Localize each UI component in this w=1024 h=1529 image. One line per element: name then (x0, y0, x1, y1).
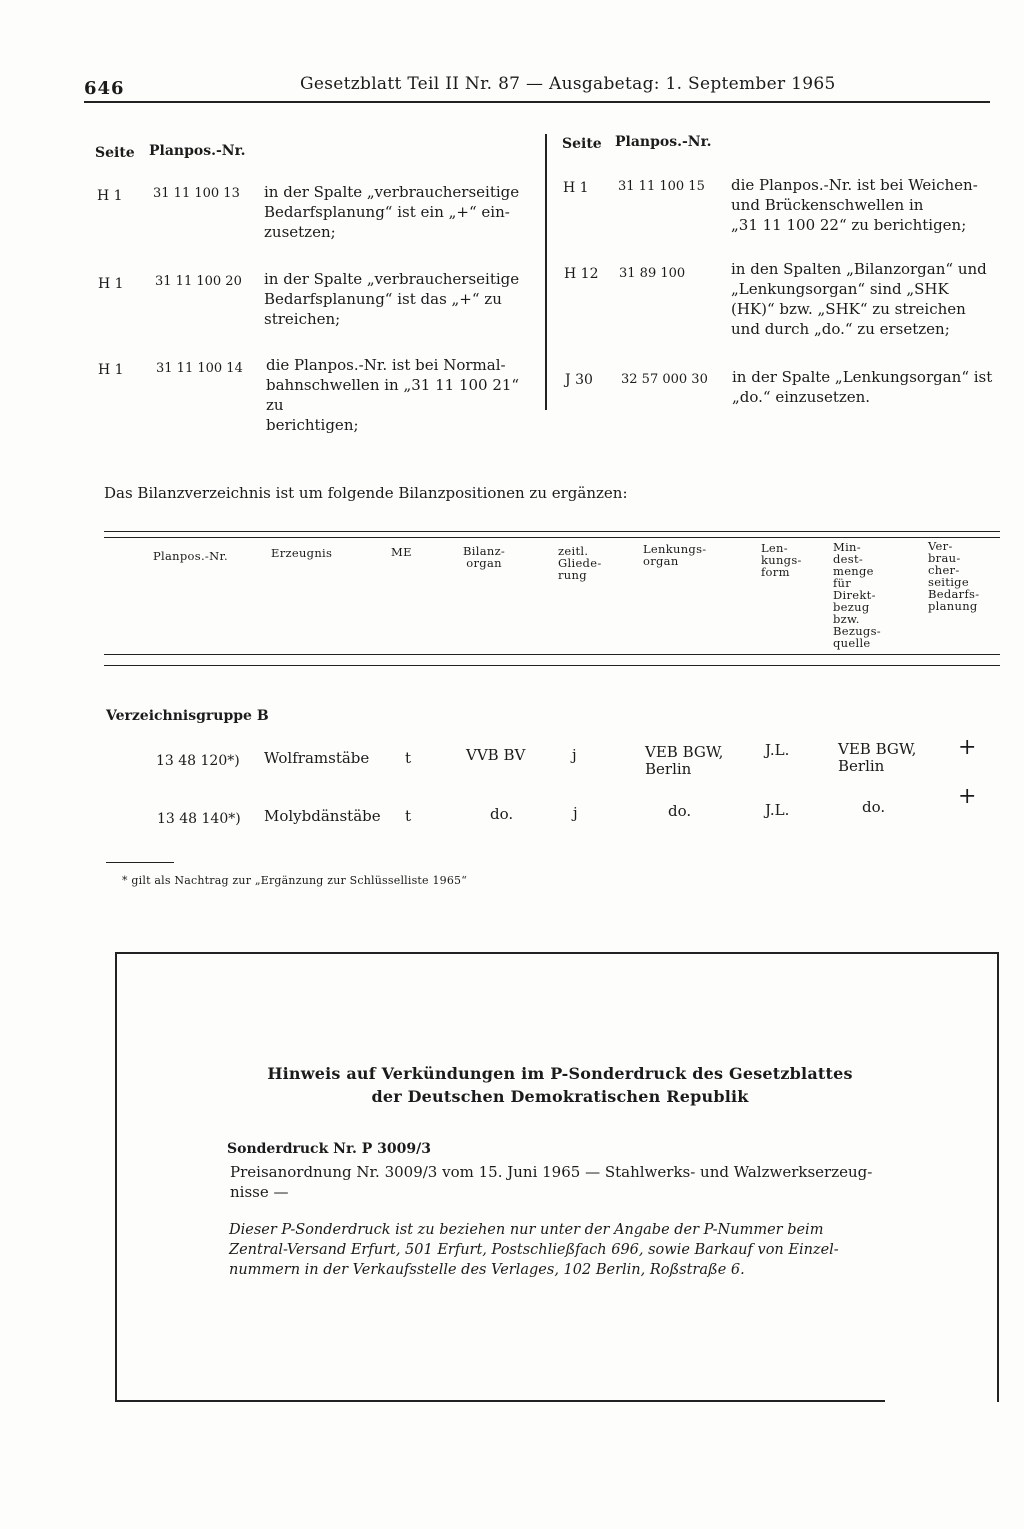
text-line: Zentral-Versand Erfurt, 501 Erfurt, Postschließfach 696, sowie Barkauf von Einzel- (229, 1242, 839, 1258)
table-header-mindestmenge (833, 541, 881, 649)
correction-text (266, 355, 531, 435)
column-divider (545, 134, 547, 410)
text-line: zusetzen; (264, 223, 336, 241)
header-line: Planpos.-Nr. (153, 549, 228, 563)
header-line: Erzeugnis (271, 546, 333, 560)
table-header-gliederung (558, 545, 602, 581)
footnote: * gilt als Nachtrag zur „Ergänzung zur Schlüsselliste 1965“ (122, 874, 468, 887)
correction-seite: H 1 (98, 276, 124, 292)
page-header-title: Gesetzblatt Teil II Nr. 87 — Ausgabetag: 1. September 1965 (300, 74, 836, 94)
cell-line: VEB BGW, (838, 740, 917, 758)
row-lenkungsform: J.L. (765, 801, 790, 819)
correction-text (731, 259, 996, 339)
header-line: Lenkungs- (643, 542, 707, 556)
correction-seite: J 30 (565, 372, 593, 388)
header-line: dest- (833, 552, 864, 566)
cell-line: Berlin (838, 757, 885, 775)
col-head-planpos-right: Planpos.-Nr. (615, 134, 712, 150)
correction-text (264, 182, 529, 242)
correction-seite: H 1 (563, 180, 589, 196)
cell-line: VEB BGW, (645, 743, 724, 761)
text-line: bahnschwellen in „31 11 100 21“ zu (266, 376, 520, 414)
text-line: Preisanordnung Nr. 3009/3 vom 15. Juni 1965 — Stahlwerks- und Walzwerkserzeug- (230, 1163, 873, 1181)
table-header-lenkungsform (761, 542, 802, 578)
row-me: t (405, 749, 412, 767)
sonderdruck-title: Sonderdruck Nr. P 3009/3 (227, 1141, 431, 1157)
row-lenkungsorgan (668, 803, 691, 820)
header-rule (84, 101, 990, 103)
table-header-me (391, 546, 412, 558)
header-line: planung (928, 599, 978, 613)
col-head-seite-left: Seite (95, 145, 135, 161)
correction-planpos: 31 11 100 20 (155, 274, 242, 289)
header-line: quelle (833, 636, 871, 650)
correction-seite: H 12 (564, 266, 599, 282)
header-line: organ (466, 556, 502, 570)
cell-line: Berlin (645, 760, 692, 778)
page-number: 646 (84, 78, 125, 99)
header-line: cher- (928, 563, 960, 577)
text-line: Dieser P-Sonderdruck ist zu beziehen nur unter der Angabe der P-Nummer beim (229, 1222, 824, 1238)
bezug-note (229, 1220, 901, 1280)
table-header-planpos (153, 550, 228, 562)
correction-seite: H 1 (98, 362, 124, 378)
header-line: Min- (833, 540, 861, 554)
row-mindestmenge (862, 799, 885, 816)
preisanordnung-text (230, 1162, 900, 1202)
row-me: t (405, 807, 412, 825)
row-lenkungsorgan (645, 744, 723, 778)
correction-planpos: 31 89 100 (619, 266, 686, 281)
text-line: und Brückenschwellen in (731, 196, 924, 214)
header-line: kungs- (761, 553, 802, 567)
row-bilanzorgan: VVB BV (466, 746, 526, 764)
row-planpos: 13 48 120*) (156, 753, 240, 769)
notice-title: Hinweis auf Verkündungen im P-Sonderdruck des Gesetzblattes (267, 1064, 853, 1083)
row-bilanzorgan: do. (490, 805, 514, 823)
text-line: streichen; (264, 310, 341, 328)
text-line: in der Spalte „verbraucherseitige (264, 270, 520, 288)
header-line: zeitl. (558, 544, 589, 558)
table-header-lenkungsorgan (643, 543, 706, 567)
notice-box-bottom (115, 1400, 885, 1402)
text-line: und durch „do.“ zu ersetzen; (731, 320, 950, 338)
header-line: Bilanz- (463, 544, 506, 558)
header-line: für (833, 576, 852, 590)
row-bedarf-plus: + (958, 784, 977, 809)
header-line: organ (643, 554, 679, 568)
col-head-planpos-left: Planpos.-Nr. (149, 143, 246, 159)
header-line: seitige (928, 575, 969, 589)
header-line: form (761, 565, 790, 579)
text-line: „do.“ einzusetzen. (732, 388, 871, 406)
group-label: Verzeichnisgruppe B (106, 708, 269, 724)
table-top-rule (104, 531, 1000, 532)
text-line: nummern in der Verkaufsstelle des Verlages, 102 Berlin, Roßstraße 6. (229, 1262, 745, 1278)
table-header-rule (104, 665, 1000, 666)
correction-planpos: 31 11 100 14 (156, 361, 243, 376)
correction-text (732, 367, 997, 407)
row-erzeugnis: Wolframstäbe (264, 749, 370, 767)
header-line: Direkt- (833, 588, 876, 602)
text-line: die Planpos.-Nr. ist bei Weichen- (731, 176, 978, 194)
cell-line: do. (862, 798, 886, 816)
cell-line: do. (668, 802, 692, 820)
header-line: brau- (928, 551, 961, 565)
row-erzeugnis: Molybdänstäbe (264, 807, 381, 825)
header-line: Bezugs- (833, 624, 881, 638)
correction-planpos: 31 11 100 15 (618, 179, 705, 194)
row-lenkungsform: J.L. (765, 741, 790, 759)
correction-text (264, 269, 529, 329)
header-line: menge (833, 564, 874, 578)
text-line: „31 11 100 22“ zu berichtigen; (731, 216, 967, 234)
table-header-bedarf (928, 540, 979, 612)
footnote-rule (106, 862, 174, 863)
col-head-seite-right: Seite (562, 136, 602, 152)
header-line: Bedarfs- (928, 587, 980, 601)
row-planpos: 13 48 140*) (157, 811, 241, 827)
text-line: in der Spalte „verbraucherseitige (264, 183, 520, 201)
header-line: ME (391, 545, 412, 559)
text-line: die Planpos.-Nr. ist bei Normal- (266, 356, 506, 374)
table-header-bilanzorgan (463, 545, 505, 569)
text-line: in den Spalten „Bilanzorgan“ und (731, 260, 987, 278)
text-line: Bedarfsplanung“ ist das „+“ zu (264, 290, 502, 308)
row-gliederung: j (573, 804, 578, 822)
header-line: rung (558, 568, 587, 582)
row-gliederung: j (572, 746, 577, 764)
header-line: bzw. (833, 612, 860, 626)
correction-seite: H 1 (97, 188, 123, 204)
header-line: bezug (833, 600, 870, 614)
header-line: Gliede- (558, 556, 602, 570)
table-header-erzeugnis (271, 547, 332, 559)
row-mindestmenge (838, 741, 916, 775)
text-line: „Lenkungsorgan“ sind „SHK (731, 280, 949, 298)
text-line: in der Spalte „Lenkungsorgan“ ist (732, 368, 993, 386)
table-header-rule (104, 654, 1000, 655)
header-line: Len- (761, 541, 788, 555)
table-top-rule (104, 537, 1000, 538)
text-line: nisse — (230, 1183, 289, 1201)
correction-planpos: 31 11 100 13 (153, 186, 240, 201)
notice-subtitle: der Deutschen Demokratischen Republik (371, 1087, 749, 1106)
text-line: Bedarfsplanung“ ist ein „+“ ein- (264, 203, 510, 221)
row-bedarf-plus: + (958, 735, 977, 760)
bilanz-intro: Das Bilanzverzeichnis ist um folgende Bilanzpositionen zu ergänzen: (104, 484, 628, 502)
header-line: Ver- (928, 539, 953, 553)
text-line: berichtigen; (266, 416, 359, 434)
correction-text (731, 175, 996, 235)
text-line: (HK)“ bzw. „SHK“ zu streichen (731, 300, 966, 318)
correction-planpos: 32 57 000 30 (621, 372, 708, 387)
